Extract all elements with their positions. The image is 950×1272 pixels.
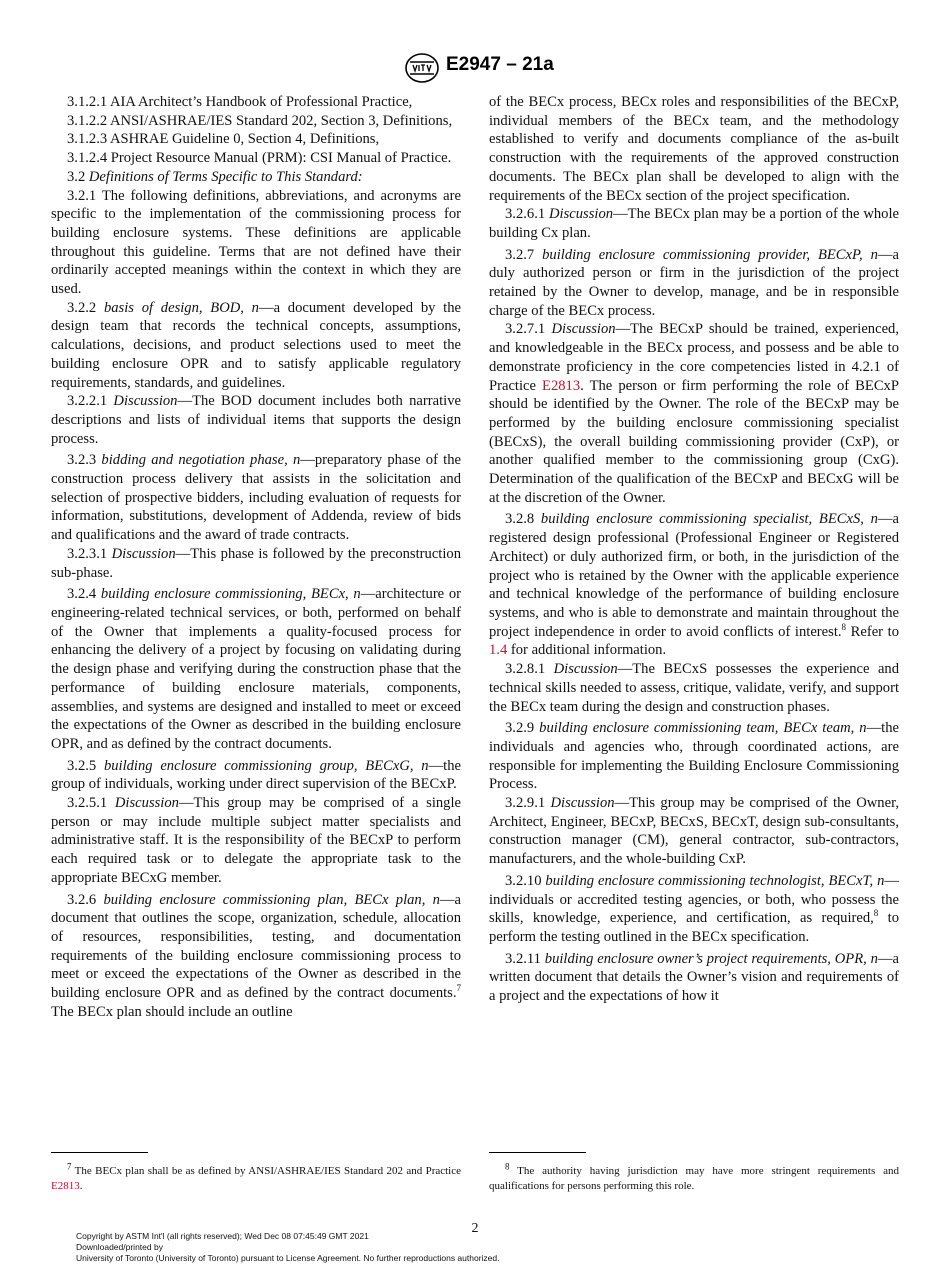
discussion-text-continued: . The person or firm performing the role of BECxP should be identified by the Owner. The role of the BECxP may be performed by the building enclosure commissioning specialist (BECxS), the overall building commissioning provider (CxP), or another qualified member to the commissioning group (CxG). Determination of the qualification of the BECxP and BECxG will be at the discretion of the Owner. — [489, 377, 899, 506]
clause-number: 3.2.9 — [505, 720, 540, 737]
definition-text: —a duly authorized person or firm in the jurisdiction of the project retained by the Owner to develop, manage, and be in responsible charge of the BECx process. — [489, 246, 899, 319]
definition-text: —the individuals and agencies who, through coordinated actions, are responsible for implementing the Building Enclosure Commissioning Process. — [489, 720, 899, 793]
page-header — [0, 52, 950, 86]
standard-designation: E2947 – 21a — [446, 54, 554, 75]
discussion-text: —The BOD document includes both narrative descriptions and lists of individual items that supports the design process. — [51, 393, 461, 447]
defined-term: bidding and negotiation phase, n — [101, 452, 301, 469]
paragraph-3-1-2-3: 3.1.2.3 ASHRAE Guideline 0, Section 4, Definitions, — [67, 131, 380, 148]
clause-number: 3.2 — [67, 168, 89, 185]
definition-text-continued: Refer to — [846, 623, 900, 640]
discussion-text: —The BECxP should be trained, experienced, and knowledgeable in the BECx process, and possess and be able to demonstrate proficiency in the core competencies listed in 4.2.1 of Practice — [489, 321, 900, 394]
download-line: Downloaded/printed by — [76, 1241, 163, 1252]
definition-text: —the group of individuals, working under direct supervision of the BECxP. — [51, 757, 461, 793]
page-number: 2 — [471, 1221, 479, 1236]
discussion-label: Discussion — [550, 795, 615, 812]
defined-term: building enclosure owner’s project requirements, OPR, n — [544, 950, 878, 967]
definition-3-2-7 — [489, 246, 899, 321]
discussion-label: Discussion — [114, 795, 179, 812]
footnote-marker: 7 — [67, 1161, 72, 1172]
definition-text-tail: The BECx plan should include an outline — [51, 1003, 293, 1020]
defined-term: building enclosure commissioning technologist, BECxT, n — [545, 872, 885, 889]
discussion-label: Discussion — [113, 393, 178, 410]
clause-number: 3.2.9.1 — [505, 795, 551, 812]
footnote-end: . — [79, 1180, 83, 1192]
left-column — [51, 93, 461, 1021]
clause-number: 3.2.10 — [505, 872, 546, 889]
continued-paragraph: of the BECx process, BECx roles and responsibilities of the BECxP, individual members of the BECx team, and the methodology established to verify and documents compliance of the as-built construction with the requirements of the approved construction documents. The BECx plan shall be developed to align with the requirements of the BECx section of the project specification. — [489, 94, 899, 204]
defined-term: building enclosure commissioning specialist, BECxS, n — [540, 511, 878, 528]
definition-text: —architecture or engineering-related technical services, or both, performed on behalf of the Owner that implements a quality-focused process for enhancing the delivery of a project by focusing on validating during the design phase and verifying during the construction phase that the performance of building enclosure materials, components, assemblies, and systems are designed and installed to meet or exceed the expectations of the Owner as described in the building enclosure OPR, and as defined by the contract documents. — [51, 586, 462, 752]
definition-text-end: for additional information. — [507, 642, 667, 659]
definition-3-2-11 — [489, 950, 899, 1006]
clause-number: 3.2.11 — [505, 950, 545, 967]
footnote-divider — [51, 1152, 148, 1153]
definition-3-2-6 — [51, 891, 461, 1022]
clause-number: 3.2.6 — [67, 891, 104, 908]
clause-number: 3.2.4 — [67, 586, 101, 603]
footnote-text: The authority having jurisdiction may have more stringent requirements and qualifications for persons performing this role. — [489, 1165, 899, 1192]
clause-number: 3.2.8.1 — [505, 661, 554, 678]
definition-3-2-8 — [489, 510, 899, 660]
discussion-label: Discussion — [111, 545, 176, 562]
definition-text: —a registered design professional (Professional Engineer or Registered Architect) or duly authorized firm, or both, in the jurisdiction of the project who is retained by the Owner with the applicable experience and technical knowledge of the performance of building enclosure systems, and who is able to demonstrate and maintain throughout the project independence in order to avoid conflicts of interest. — [489, 511, 899, 640]
defined-term: building enclosure commissioning group, BECxG, n — [103, 757, 429, 774]
paragraph-3-1-2-2: 3.1.2.2 ANSI/ASHRAE/IES Standard 202, Section 3, Definitions, — [67, 112, 453, 129]
defined-term: building enclosure commissioning team, BECx team, n — [539, 720, 867, 737]
definition-text: —preparatory phase of the construction process delivery that assists in the solicitation and selection of prospective bidders, including evaluation of requests for information, substitutions, development of Addenda, review of bids and qualifications and the award of trade contracts. — [51, 452, 461, 544]
footnote-divider — [489, 1152, 586, 1153]
definition-3-2-5 — [51, 757, 461, 794]
paragraph-3-1-2-4: 3.1.2.4 Project Resource Manual (PRM): CSI Manual of Practice. — [67, 150, 452, 167]
definition-3-2-2 — [51, 299, 461, 393]
discussion-3-2-6-1 — [489, 205, 899, 242]
clause-number: 3.2.7 — [505, 246, 543, 263]
definition-3-2-4 — [51, 585, 461, 753]
discussion-3-2-9-1 — [489, 794, 899, 869]
discussion-text: —This group may be comprised of the Owner, Architect, Engineer, BECxP, BECxS, BECxT, design sub-consultants, construction manager (CM), general contractor, sub-contractors, manufacturers, and the whole-building CxP. — [489, 795, 900, 868]
discussion-text: —The BECx plan may be a portion of the whole building Cx plan. — [489, 206, 900, 241]
section-heading-3-2 — [51, 168, 461, 187]
discussion-3-2-5-1 — [51, 794, 461, 888]
definition-text-continued: to perform the testing outlined in the BECx specification. — [489, 910, 899, 945]
discussion-3-2-2-1 — [51, 392, 461, 448]
clause-number: 3.2.5.1 — [67, 795, 115, 812]
license-line: University of Toronto (University of Toronto) pursuant to License Agreement. No further reproductions authorized. — [76, 1252, 500, 1263]
reference-link-e2813[interactable]: E2813 — [542, 377, 581, 394]
footnote-ref-7[interactable]: 7 — [456, 983, 461, 994]
defined-term: building enclosure commissioning plan, BECx plan, n — [103, 891, 440, 908]
clause-number: 3.2.3 — [67, 452, 102, 469]
discussion-text: —This group may be comprised of a single person or may include multiple subject matter specialists and administrative staff. It is the responsibility of the BECxP to perform each required task or to delegate the appropriate task to the appropriate BECxG member. — [51, 795, 462, 886]
clause-number: 3.2.7.1 — [505, 321, 552, 338]
discussion-3-2-3-1 — [51, 545, 461, 582]
copyright-notice — [76, 1231, 500, 1263]
discussion-text: —The BECxS possesses the experience and technical skills needed to assess, critique, validate, verify, and support the BECx team during the design and construction phases. — [489, 661, 900, 715]
discussion-3-2-7-1 — [489, 320, 899, 507]
copyright-line: Copyright by ASTM Int'l (all rights reserved); Wed Dec 08 07:45:49 GMT 2021 — [76, 1231, 369, 1241]
definition-3-2-10 — [489, 872, 899, 947]
clause-number: 3.2.2.1 — [67, 393, 114, 410]
reference-link-e2813[interactable]: E2813 — [51, 1180, 80, 1192]
definition-3-2-3 — [51, 451, 461, 545]
clause-number: 3.2.8 — [505, 511, 541, 528]
paragraph-3-1-2-1: 3.1.2.1 AIA Architect’s Handbook of Professional Practice, — [67, 94, 413, 110]
discussion-3-2-8-1 — [489, 660, 899, 716]
definition-text: —a document that outlines the scope, organization, schedule, allocation of resources, responsibilities, testing, and documentation requirements of the building enclosure commissioning process to meet or exceed the expectations of the Owner as described in the building enclosure OPR and as defined by the contract documents. — [51, 891, 461, 1002]
discussion-label: Discussion — [553, 661, 618, 678]
section-title: Definitions of Terms Specific to This Standard: — [88, 168, 363, 185]
discussion-label: Discussion — [549, 206, 614, 223]
discussion-text: —This phase is followed by the preconstruction sub-phase. — [51, 545, 461, 581]
definition-3-2-9 — [489, 719, 899, 794]
definition-text: —individuals or accredited testing agencies, or both, who possess the skills, knowledge, experience, and certification, as required, — [489, 872, 899, 927]
astm-logo-icon — [404, 52, 440, 84]
defined-term: building enclosure commissioning, BECx, n — [100, 586, 361, 603]
clause-number: 3.2.6.1 — [505, 206, 549, 223]
defined-term: basis of design, BOD, n — [103, 299, 259, 316]
discussion-label: Discussion — [551, 321, 616, 338]
footnote-ref-8[interactable]: 8 — [841, 621, 847, 632]
clause-number: 3.2.5 — [67, 757, 104, 774]
clause-number: 3.2.2 — [67, 299, 104, 316]
footnote-8 — [489, 1161, 899, 1194]
footnote-marker: 8 — [505, 1161, 510, 1172]
definition-text: —a written document that details the Owner’s vision and requirements of a project and the expectations of how it — [489, 950, 899, 1005]
footnote-ref-8[interactable]: 8 — [873, 908, 879, 919]
footnote-7 — [51, 1161, 461, 1194]
definition-text: —a document developed by the design team that records the technical concepts, assumptions, calculations, decisions, and product selections used to meet the building enclosure OPR and to satisfy applicable regulatory requirements, standards, and guidelines. — [51, 299, 461, 391]
section-link-1-4[interactable]: 1.4 — [489, 642, 508, 659]
paragraph-3-2-1: 3.2.1 The following definitions, abbreviations, and acronyms are specific to the implementation of the commissioning process for building enclosure systems. These definitions are applicable throughout this guideline. Terms that are not defined have their ordinarily accepted meanings within the context in which they are used. — [51, 187, 461, 298]
defined-term: building enclosure commissioning provider, BECxP, n — [542, 246, 878, 263]
footnote-text: The BECx plan shall be as defined by ANSI/ASHRAE/IES Standard 202 and Practice — [71, 1165, 461, 1177]
right-column — [489, 93, 899, 1006]
clause-number: 3.2.3.1 — [67, 545, 112, 562]
